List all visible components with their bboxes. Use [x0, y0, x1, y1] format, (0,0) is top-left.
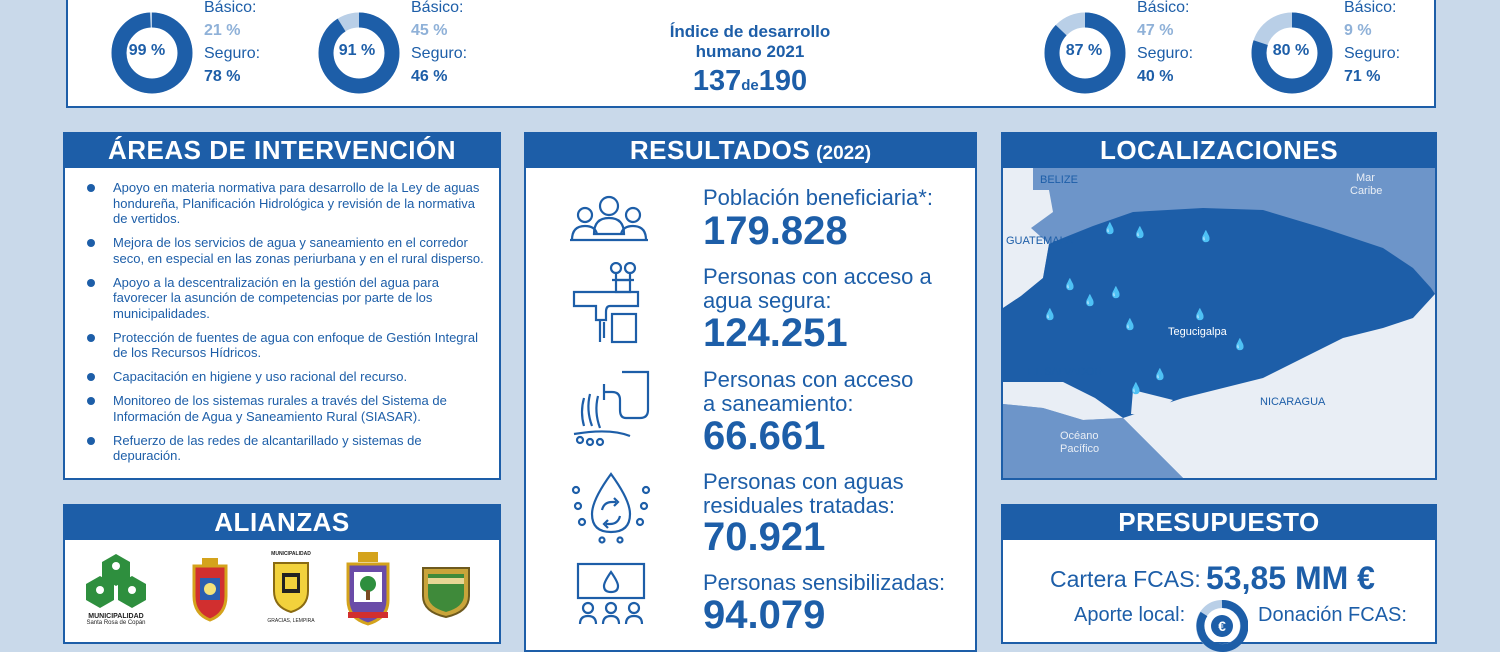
logo-gracias [266, 551, 316, 629]
aporte-label: Aporte local: [1074, 604, 1186, 626]
idh-title-line2: humano 2021 [695, 42, 805, 61]
seguro-value: 71 % [1344, 68, 1381, 85]
areas-header [63, 132, 501, 168]
areas-title: ÁREAS DE INTERVENCIÓN [107, 135, 457, 165]
idh-rank [650, 64, 850, 103]
res-label-2: Personas con acceso a agua segura: [703, 264, 932, 313]
map-label-mar: Mar [1356, 172, 1375, 184]
seguro-label: Seguro: [411, 45, 468, 62]
drop-icon: 💧 [1199, 231, 1213, 243]
res-value-4: 70.921 [703, 515, 826, 559]
basico-label: Básico: [204, 0, 257, 16]
basico-value: 9 % [1344, 22, 1372, 39]
donut-percent-1: 99 % [128, 42, 166, 59]
map-label-belize: BELIZE [1040, 174, 1078, 186]
donut-percent-4: 80 % [1272, 42, 1310, 59]
localizaciones-title: LOCALIZACIONES [1099, 135, 1339, 165]
cartera-label: Cartera FCAS: [1050, 566, 1201, 592]
drop-icon: 💧 [1193, 309, 1207, 321]
list-item: Apoyo a la descentralización en la gestión del agua para favorecer la asunción de competencias por parte de los municipalidades. [86, 275, 486, 322]
res-label-3: Personas con acceso a saneamiento: [703, 367, 914, 416]
areas-list [86, 180, 486, 472]
cartera-value: 53,85 MM € [1206, 560, 1375, 596]
idh-block [650, 22, 850, 103]
list-item: Monitoreo de los sistemas rurales a través del Sistema de Información de Agua y Saneamiento Rural (SIASAR). [86, 393, 486, 424]
idh-total: 190 [758, 65, 808, 97]
basico-value: 45 % [411, 22, 448, 39]
drop-icon: 💧 [1083, 295, 1097, 307]
map-label-nicaragua: NICARAGUA [1260, 396, 1326, 408]
resultados-title: RESULTADOS [629, 135, 811, 165]
basico-label: Básico: [411, 0, 464, 16]
presupuesto-title: PRESUPUESTO [1118, 507, 1320, 537]
list-item: Apoyo en materia normativa para desarrollo de la Ley de aguas hondureña, Planificación Hidrológica y revisión de la normativa de vertidos. [86, 180, 486, 227]
map-label-caribe: Caribe [1350, 185, 1383, 197]
seguro-label: Seguro: [1344, 45, 1401, 62]
logo3-top: MUNICIPALIDAD [271, 551, 311, 557]
map-label-oceano: Océano [1060, 430, 1099, 442]
res-label-4: Personas con aguas residuales tratadas: [703, 469, 904, 518]
seguro-value: 40 % [1137, 68, 1174, 85]
resultados-year: (2022) [816, 143, 872, 164]
logo-santa-rosa [82, 552, 150, 627]
kpi-labels-4 [1344, 0, 1400, 88]
drop-icon: 💧 [1129, 383, 1143, 395]
res-value-3: 66.661 [703, 414, 826, 458]
drop-icon: 💧 [1103, 223, 1117, 235]
basico-value: 47 % [1137, 22, 1174, 39]
map-label-tegucigalpa: Tegucigalpa [1168, 326, 1227, 338]
basico-label: Básico: [1137, 0, 1190, 16]
map-label-el-salvador: EL SALVADOR [1028, 366, 1103, 378]
res-value-1: 179.828 [703, 209, 848, 253]
map-label-guatemala: GUATEMALA [1006, 235, 1074, 247]
drop-icon: 💧 [1153, 369, 1167, 381]
res-label-1: Población beneficiaria*: [703, 185, 933, 210]
gracias-shield-icon [268, 557, 314, 613]
seguro-value: 78 % [204, 68, 241, 85]
santa-rosa-logo-icon [82, 552, 150, 608]
res-label-5: Personas sensibilizadas: [703, 570, 946, 595]
drop-icon: 💧 [1043, 309, 1057, 321]
donut-percent-2: 91 % [338, 42, 376, 59]
logo3-bottom: GRACIAS, LEMPIRA [267, 618, 315, 624]
logo-text-1: MUNICIPALIDAD [88, 613, 144, 620]
water-tap-icon [572, 262, 650, 346]
donacion-label: Donación FCAS: [1258, 604, 1407, 626]
alianzas-header [63, 504, 501, 540]
res-value-2: 124.251 [703, 311, 848, 355]
euro-donut-icon [1196, 600, 1248, 652]
list-item: Mejora de los servicios de agua y saneamiento en el corredor seco, en especial en las zonas periurbana y en el rural disperso. [86, 235, 486, 266]
list-item: Protección de fuentes de agua con enfoque de Gestión Integral de los Recursos Hídricos. [86, 330, 486, 361]
mancomunidad-badge-icon [419, 562, 473, 618]
training-audience-icon [572, 562, 650, 632]
water-recycle-icon [570, 470, 652, 546]
drop-icon: 💧 [1123, 319, 1137, 331]
resultados-header [524, 132, 977, 168]
svg-text:€: € [1218, 618, 1226, 634]
alianzas-title: ALIANZAS [214, 507, 350, 537]
idh-de: de [741, 77, 759, 94]
seguro-label: Seguro: [1137, 45, 1194, 62]
drop-icon: 💧 [1063, 279, 1077, 291]
localizaciones-header [1001, 132, 1437, 168]
kpi-labels-3 [1137, 0, 1193, 88]
drop-icon: 💧 [1133, 227, 1147, 239]
idh-rank-value: 137 [692, 65, 742, 97]
municipal-shield-icon [186, 556, 234, 622]
municipal-crest-icon [342, 550, 394, 626]
list-item: Capacitación en higiene y uso racional del recurso. [86, 369, 486, 385]
kpi-labels-1 [204, 0, 260, 88]
res-value-5: 94.079 [703, 593, 826, 637]
people-group-icon [566, 194, 652, 248]
list-item: Refuerzo de las redes de alcantarillado y sistemas de depuración. [86, 433, 486, 464]
sanitation-pipe-icon [570, 370, 650, 448]
donut-percent-3: 87 % [1065, 42, 1103, 59]
seguro-label: Seguro: [204, 45, 261, 62]
seguro-value: 46 % [411, 68, 448, 85]
kpi-labels-2 [411, 0, 467, 88]
map-label-pacifico: Pacífico [1060, 443, 1100, 455]
basico-label: Básico: [1344, 0, 1397, 16]
logo-text-2: Santa Rosa de Copán [86, 620, 146, 626]
idh-title-line1: Índice de desarrollo [669, 22, 831, 41]
presupuesto-header [1001, 504, 1437, 540]
drop-icon: 💧 [1109, 287, 1123, 299]
basico-value: 21 % [204, 22, 241, 39]
drop-icon: 💧 [1233, 339, 1247, 351]
